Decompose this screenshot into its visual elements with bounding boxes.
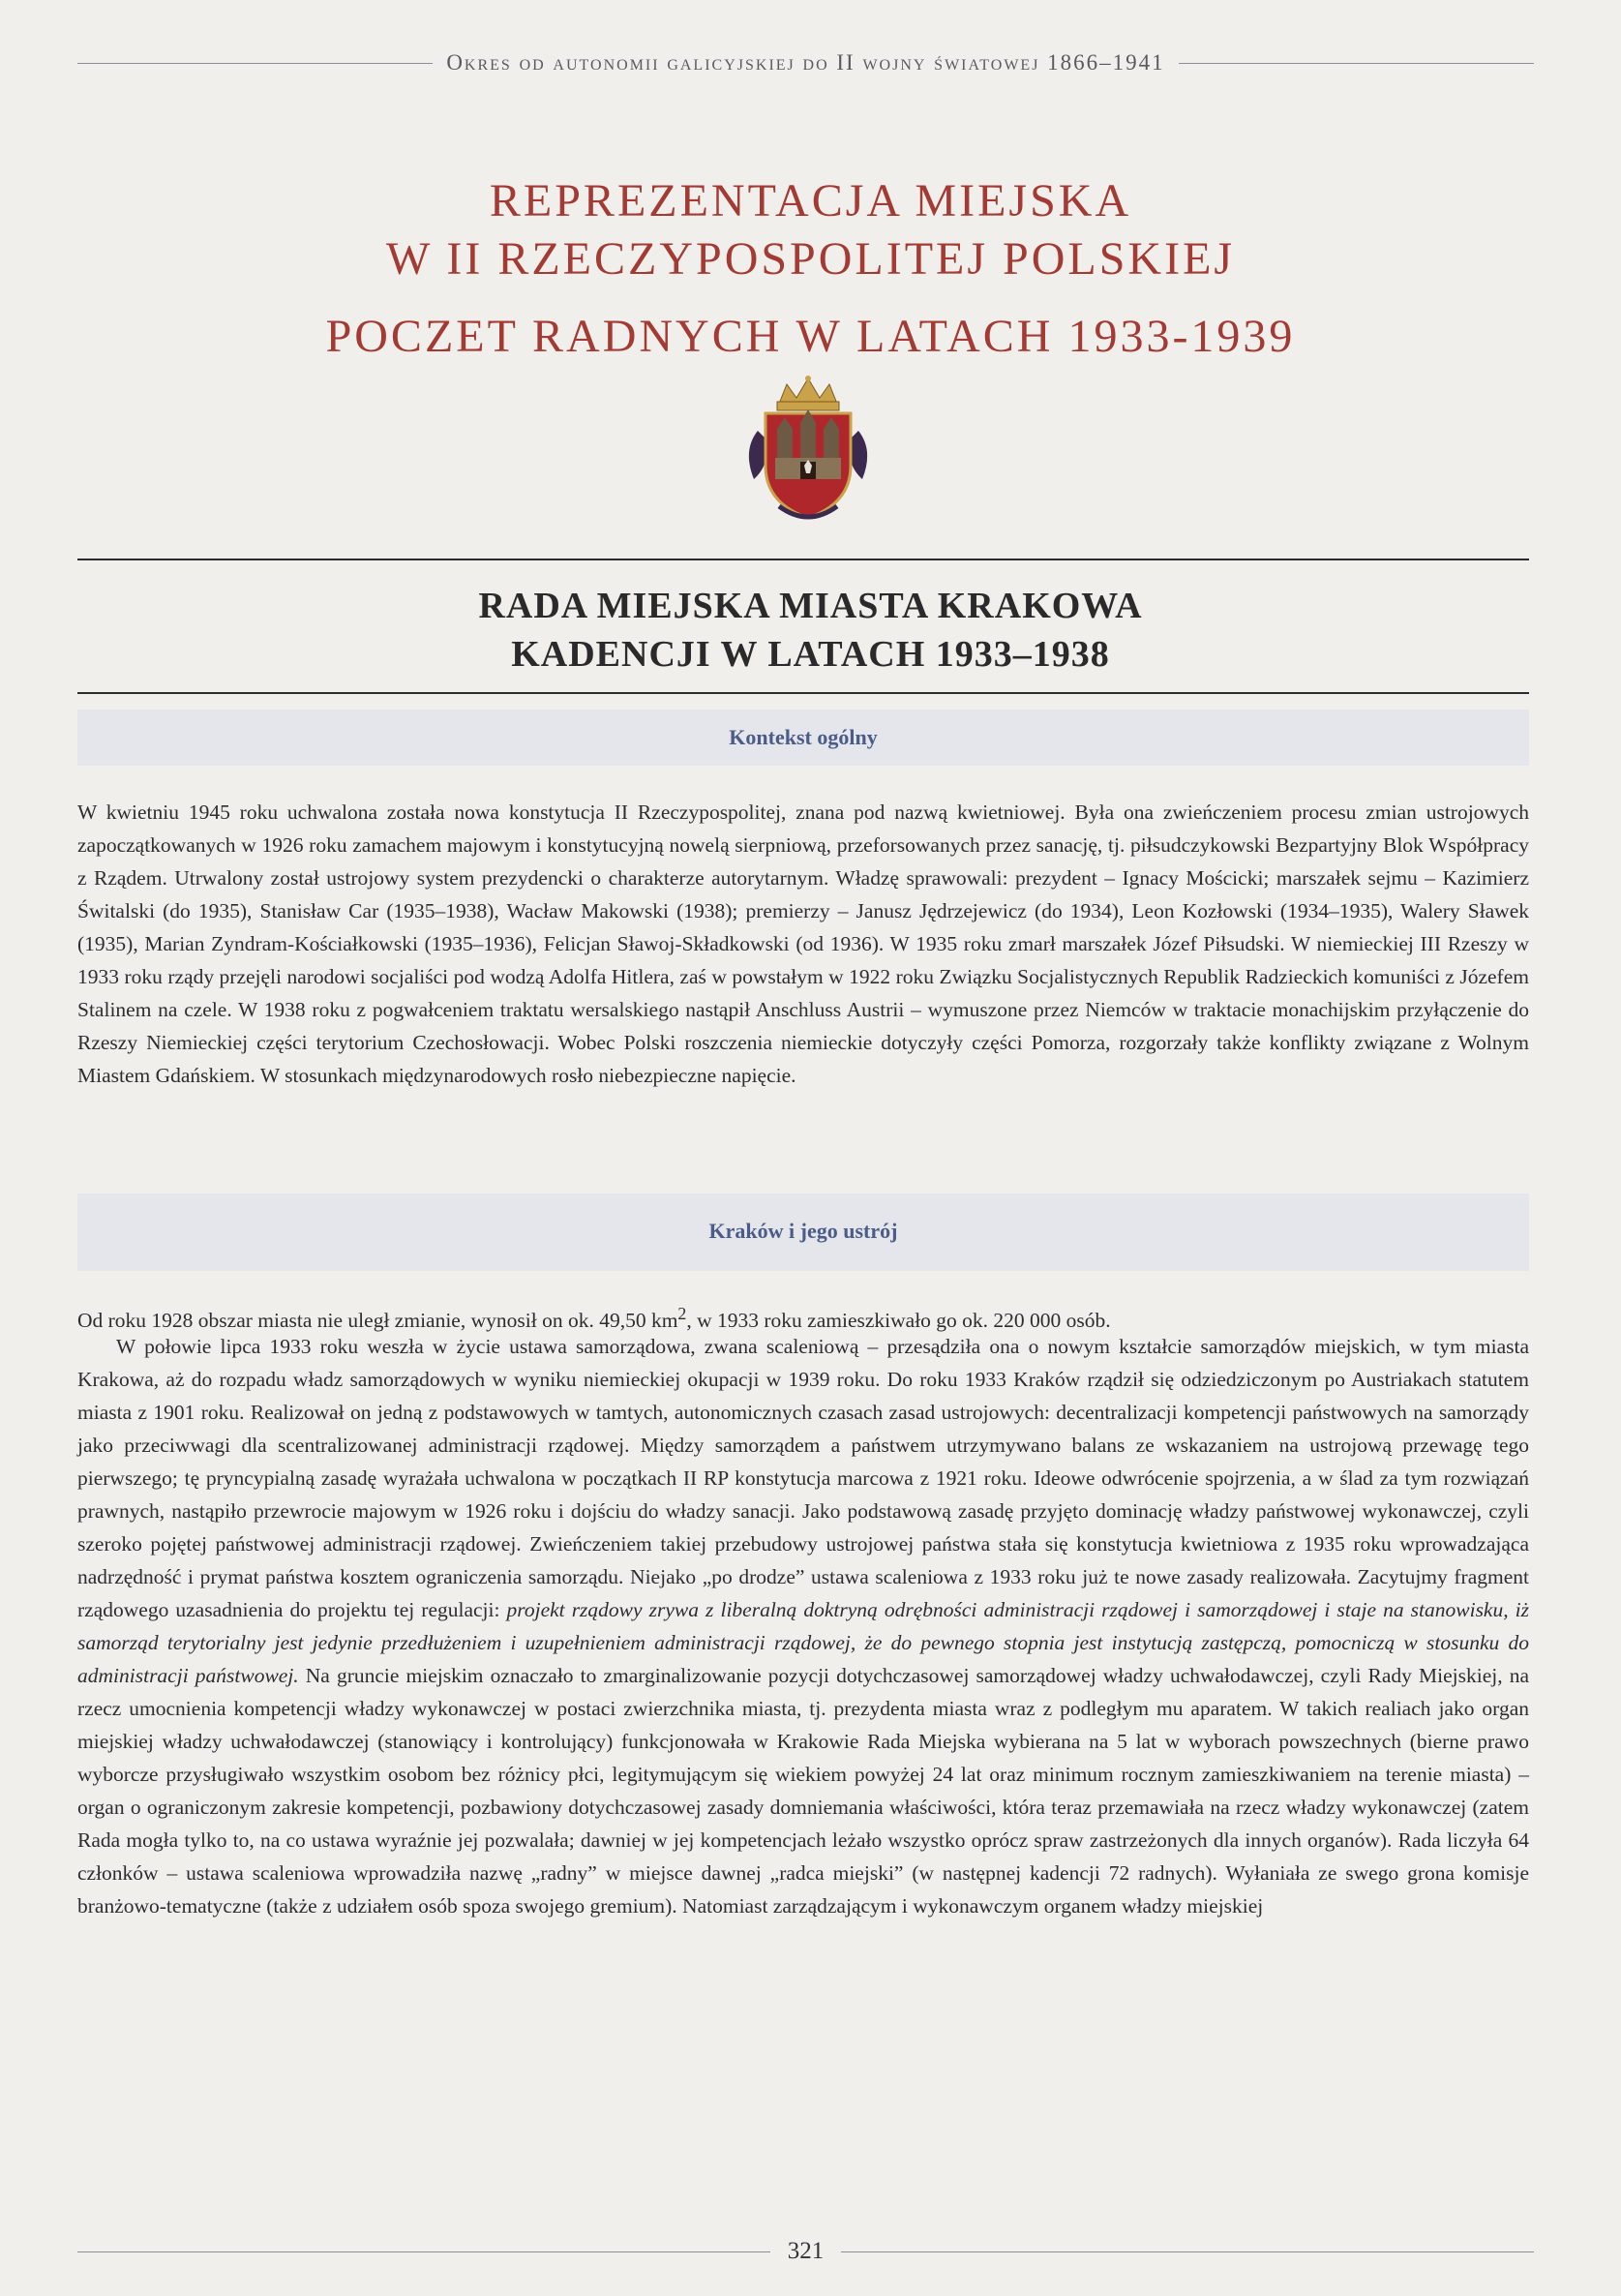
council-title-line1: RADA MIEJSKA MIASTA KRAKOWA [478, 586, 1143, 626]
running-header [77, 50, 1534, 76]
section-heading-band [77, 710, 1529, 766]
header-rule-left [77, 63, 433, 64]
footer-rule-left [77, 2251, 770, 2252]
header-rule-right [1179, 63, 1534, 64]
section-heading: Kontekst ogólny [729, 725, 878, 749]
rule-bottom [77, 692, 1529, 694]
page-number: 321 [787, 2238, 825, 2264]
area-text: Od roku 1928 obszar miasta nie uległ zmianie, wynosił on ok. 49,50 km [77, 1309, 678, 1333]
area-unit-exponent: 2 [677, 1304, 687, 1323]
paragraph-text: Na gruncie miejskim oznaczało to zmarginalizowanie pozycji dotychczasowej samorządowej władzy uchwałodawczej, czyli Rady Miejskiej, na rzecz umocnienia kompetencji władzy wykonawczej w postaci zwierzchnika miasta, tj. prezydenta miasta wraz z podległym mu aparatem. W takich realiach jako organ miejskiej władzy uchwałodawczej (stanowiący i kontrolujący) funkcjonowała w Krakowie Rada Miejska wybierana na 5 lat w wyborach powszechnych (bierne prawo wyborcze przysługiwało wszystkim osobom bez różnicy płci, legitymującym się wiekiem powyżej 24 lat oraz minimum rocznym zamieszkiwaniem na terenie miasta) – organ o ograniczonym zakresie kompetencji, pozbawiony dotychczasowej zasady domniemania właściwości, która teraz przemawiała na rzecz władzy wykonawczej (zatem Rada mogła tylko to, na co ustawa wyraźnie jej pozwalała; dawniej w jej kompetencjach leżało wszystko oprócz spraw zastrzeżonych dla innych organów). Rada liczyła 64 członków – ustawa scaleniowa wprowadziła nazwę „radny” w miejsce dawnej „radca miejski” (w następnej kadencji 72 radnych). Wyłaniała ze swego grona komisje branżowo-tematyczne (także z udziałem osób spoza swojego gremium). Natomiast zarządzającym i wykonawczym organem władzy miejskiej [77, 1664, 1529, 1918]
section-heading: Kraków i jego ustrój [708, 1219, 898, 1243]
population-text: , w 1933 roku zamieszkiwało go ok. 220 000 osób. [686, 1309, 1111, 1333]
main-title-line1: REPREZENTACJA MIEJSKA [489, 175, 1132, 227]
footer-rule-right [841, 2251, 1534, 2252]
main-title-line2: W II RZECZYPOSPOLITEJ POLSKIEJ [385, 233, 1236, 285]
main-title-line3: POCZET RADNYCH W LATACH 1933-1939 [325, 311, 1296, 362]
paragraph-text: W połowie lipca 1933 roku weszła w życie ustawa samorządowa, zwana scaleniową – przesądziła ona o nowym kształcie samorządów miejskich, w tym miasta Krakowa, aż do rozpadu władz samorządowych w wyniku niemieckiej okupacji w 1939 roku. Do roku 1933 Kraków rządził się odziedziczonym po Austriakach statutem miasta z 1901 roku. Realizował on jedną z podstawowych w tamtych, autonomicznych czasach zasad ustrojowych: decentralizacji kompetencji państwowych na samorządy jako przeciwwagi dla scentralizowanej administracji rządowej. Między samorządem a państwem utrzymywano balans ze wskazaniem na ustrojową przewagę tego pierwszego; tę pryncypialną zasadę wyrażała uchwalona w początkach II RP konstytucja marcowa z 1921 roku. Ideowe odwrócenie spojrzenia, a w ślad za tym rozwiązań prawnych, nastąpiło przewrocie majowym w 1926 roku i dojściu do władzy sanacji. Jako podstawową zasadę przyjęto dominację władzy państwowej wykonawczej, czyli szeroko pojętej państwowej administracji rządowej. Zwieńczeniem takiej przebudowy ustrojowej państwa stała się konstytucja kwietniowa z 1935 roku wprowadzająca nadrzędność i prymat państwa kosztem ograniczenia samorządu. Niejako „po drodze” ustawa scaleniowa z 1933 roku już te nowe zasady realizowała. Zacytujmy fragment rządowego uzasadnienia do projektu tej regulacji: [77, 1335, 1529, 1621]
running-title: Okres od autonomii galicyjskiej do II wojny światowej 1866–1941 [446, 50, 1165, 75]
krakow-coat-of-arms-icon [740, 373, 876, 528]
paragraph-constitution [77, 1330, 1529, 1922]
section-heading-band [77, 1193, 1529, 1271]
government-quote: projekt rządowy zrywa z liberalną doktryną odrębności administracji rządowej i samorządowej i staje na stanowisku, iż samorząd terytorialny jest jedynie przedłużeniem i uzupełnieniem administracji rządowej, że do pewnego stopnia jest instytucją zastępczą, pomocniczą w stosunku do administracji państwowej. [77, 1598, 1530, 1687]
paragraph-context: W kwietniu 1945 roku uchwalona została nowa konstytucja II Rzeczypospolitej, znana pod nazwą kwietniowej. Była ona zwieńczeniem procesu zmian ustrojowych zapoczątkowanych w 1926 roku zamachem majowym i konstytucyjną nowelą sierpniową, przeforsowanych przez sanację, tj. piłsudczykowski Bezpartyjny Blok Współpracy z Rządem. Utrwalony został ustrojowy system prezydencki o charakterze autorytarnym. Władzę sprawowali: prezydent – Ignacy Mościcki; marszałek sejmu – Kazimierz Świtalski (do 1935), Stanisław Car (1935–1938), Wacław Makowski (1938); premierzy – Janusz Jędrzejewicz (do 1934), Leon Kozłowski (1934–1935), Walery Sławek (1935), Marian Zyndram-Kościałkowski (1935–1936), Felicjan Sławoj-Składkowski (od 1936). W 1935 roku zmarł marszałek Józef Piłsudski. W niemieckiej III Rzeszy w 1933 roku rządy przejęli narodowi socjaliści pod wodzą Adolfa Hitlera, zaś w powstałym w 1922 roku Związku Socjalistycznych Republik Radzieckich komuniści z Józefem Stalinem na czele. W 1938 roku z pogwałceniem traktatu wersalskiego nastąpił Anschluss Austrii – wymuszone przez Niemców w traktacie monachijskim przyłączenie do Rzeszy Niemieckiej części terytorium Czechosłowacji. Wobec Polski roszczenia niemieckie dotyczyły części Pomorza, rozgorzały także konflikty związane z Wolnym Miastem Gdańskiem. W stosunkach międzynarodowych rosło niebezpieczne napięcie. [77, 801, 1529, 1087]
page-footer [77, 2238, 1534, 2265]
council-title-line2: KADENCJI W LATACH 1933–1938 [511, 634, 1110, 675]
rule-top [77, 559, 1529, 560]
